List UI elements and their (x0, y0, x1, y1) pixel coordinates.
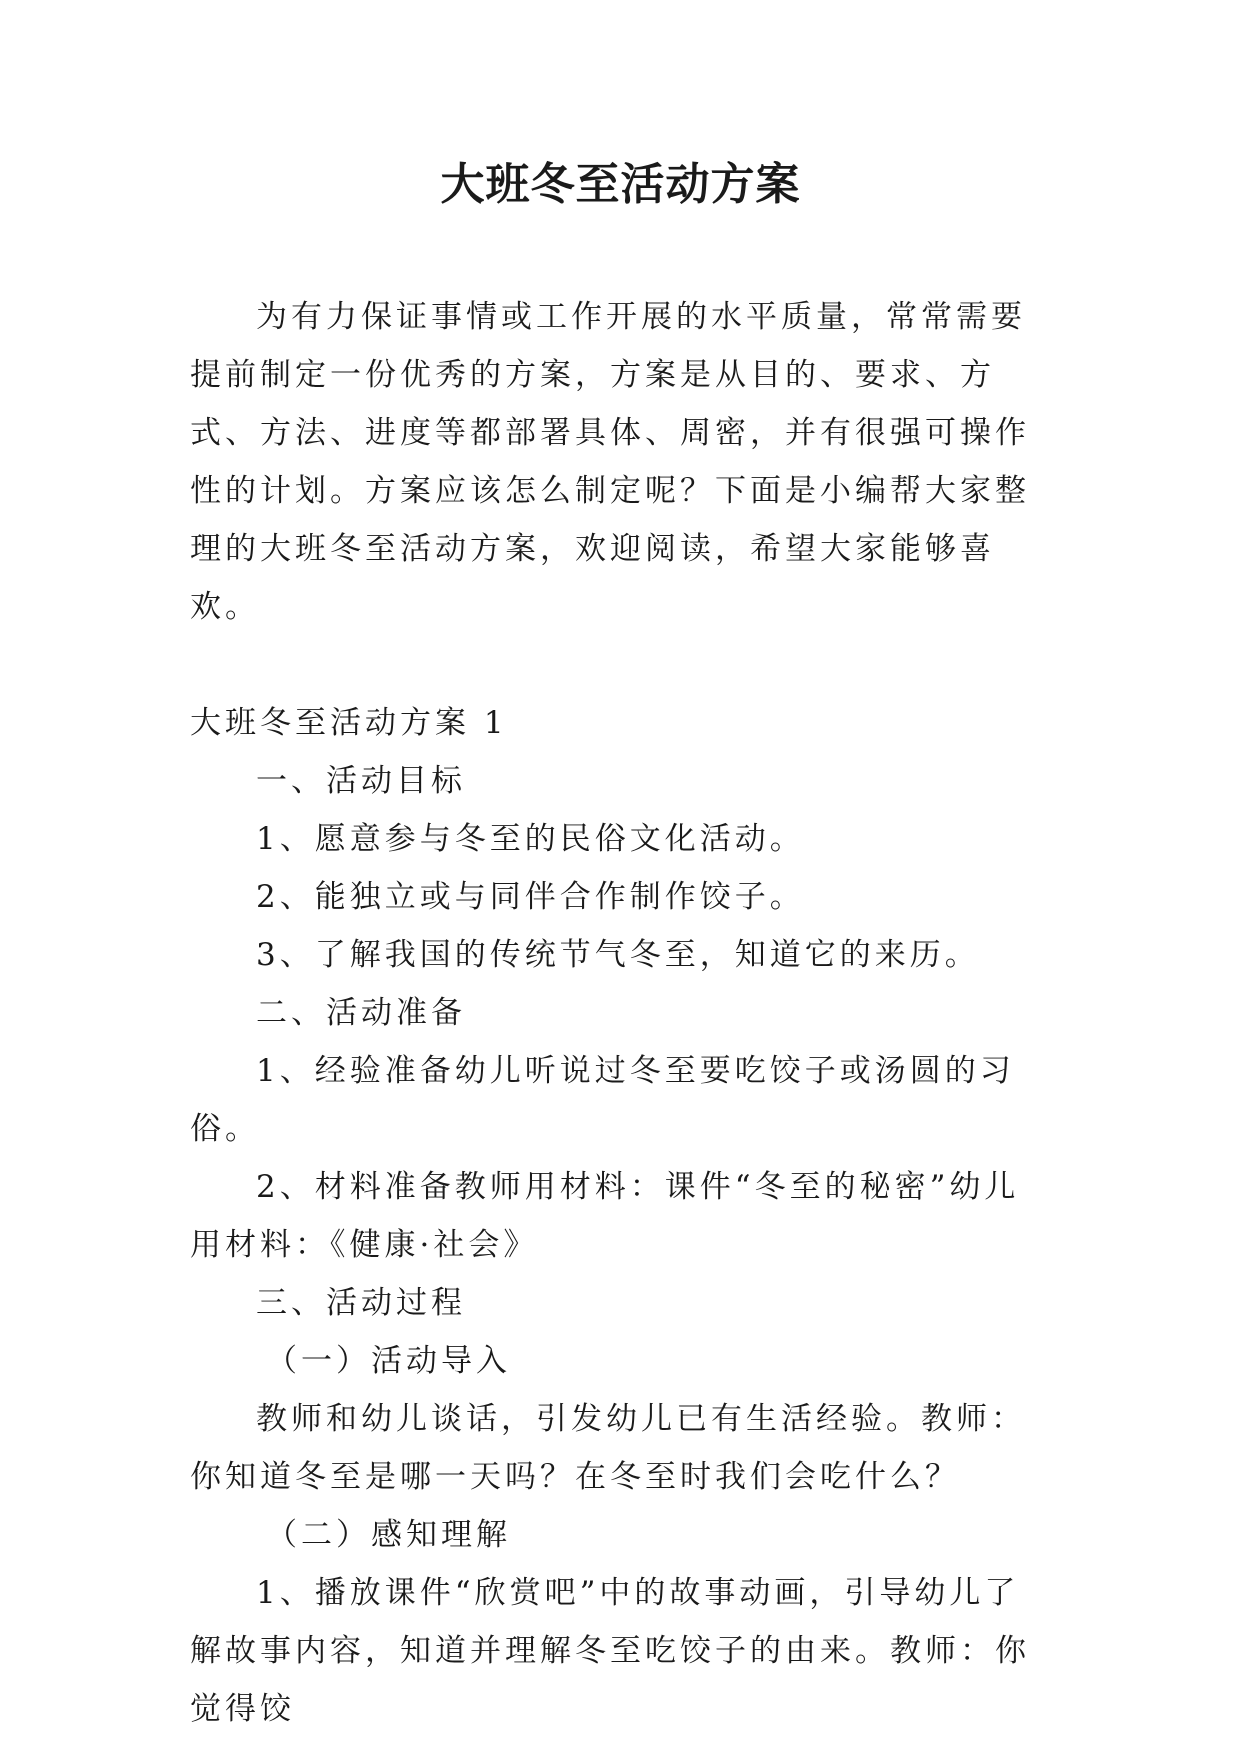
heading-process: 三、活动过程 (256, 1285, 466, 1321)
list-item: 2、材料准备教师用材料：课件“冬至的秘密”幼儿用材料：《健康·社会》 (190, 1169, 1020, 1263)
list-item: 1、愿意参与冬至的民俗文化活动。 (256, 821, 805, 857)
intro-paragraph: 为有力保证事情或工作开展的水平质量，常常需要提前制定一份优秀的方案，方案是从目的、要求、方式、方法、进度等都部署具体、周密，并有很强可操作性的计划。方案应该怎么制定呢？下面是小编帮大家整理的大班冬至活动方案，欢迎阅读，希望大家能够喜欢。 (190, 299, 1030, 625)
heading-goals: 一、活动目标 (256, 763, 466, 799)
document-title: 大班冬至活动方案 (440, 159, 801, 210)
subheading-understanding: （二）感知理解 (266, 1517, 511, 1553)
heading-preparation: 二、活动准备 (256, 995, 466, 1031)
document-body (190, 288, 1050, 1738)
section-title: 大班冬至活动方案 1 (190, 705, 508, 741)
list-item: 2、能独立或与同伴合作制作饺子。 (256, 879, 805, 915)
body-paragraph: 教师和幼儿谈话，引发幼儿已有生活经验。教师：你知道冬至是哪一天吗？在冬至时我们会吃什么？ (190, 1401, 1026, 1495)
body-paragraph: 1、播放课件“欣赏吧”中的故事动画，引导幼儿了解故事内容，知道并理解冬至吃饺子的由来。教师：你觉得饺 (190, 1575, 1030, 1727)
list-item: 1、经验准备幼儿听说过冬至要吃饺子或汤圆的习俗。 (190, 1053, 1015, 1147)
list-item: 3、了解我国的传统节气冬至，知道它的来历。 (256, 937, 980, 973)
subheading-intro: （一）活动导入 (266, 1343, 511, 1379)
